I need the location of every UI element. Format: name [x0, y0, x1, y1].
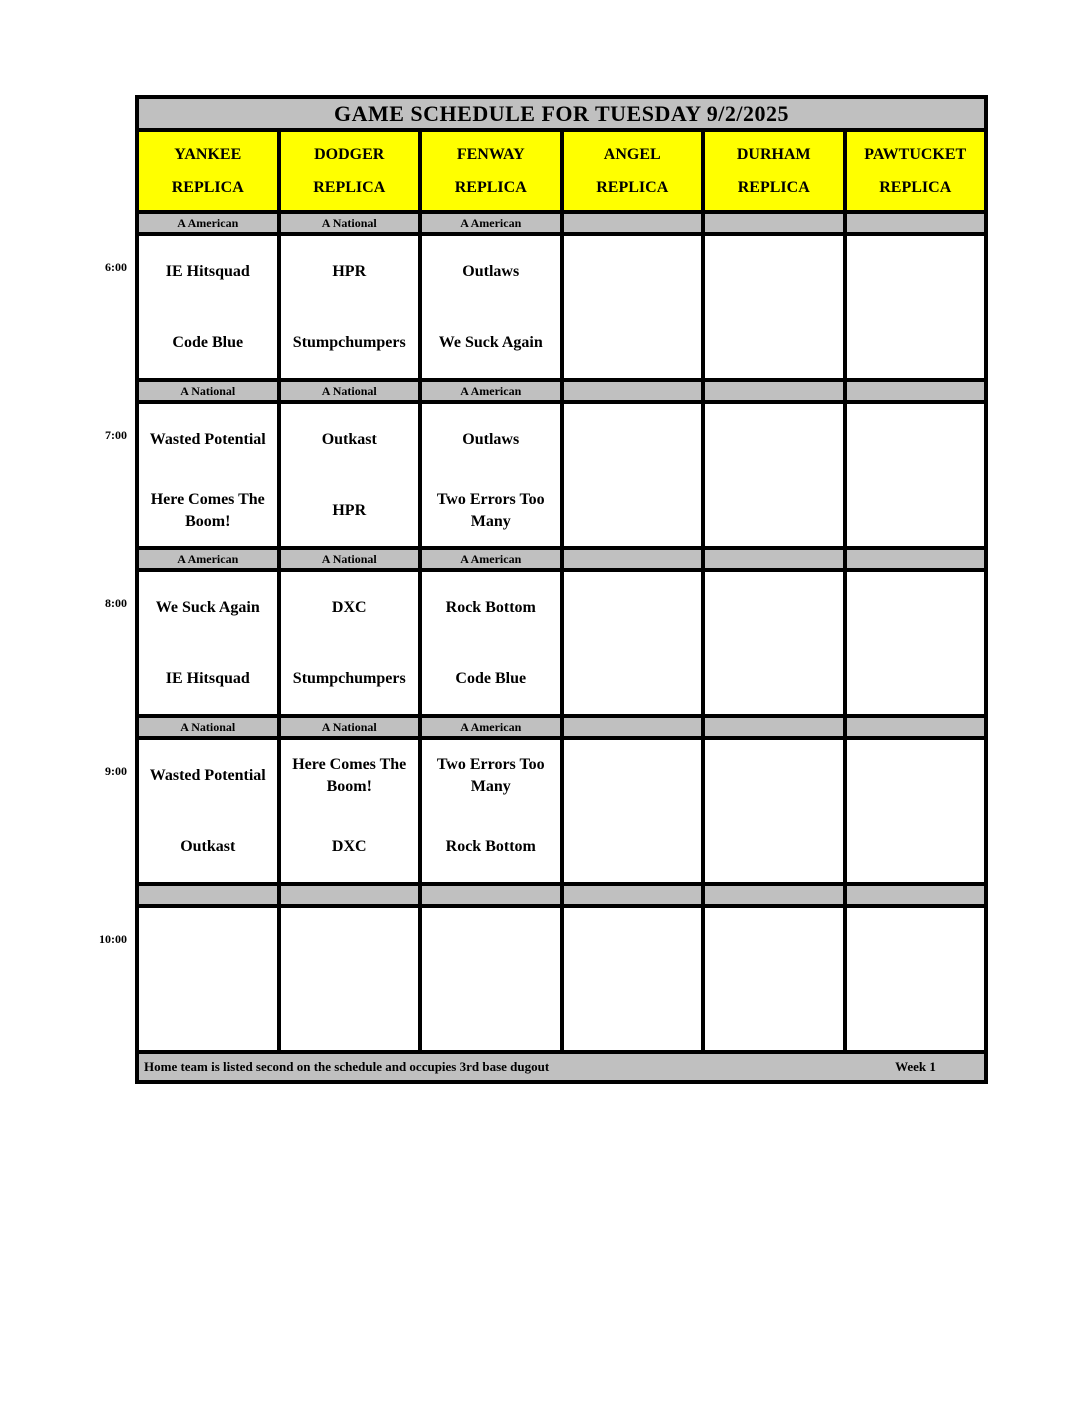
time-label-10: 10:00 [99, 932, 127, 946]
away-team: Here Comes The Boom! [292, 755, 407, 795]
game-9-dodger [281, 740, 419, 882]
schedule-grid [135, 95, 988, 1084]
division-8-fenway: A American [422, 550, 560, 568]
home-team: We Suck Again [438, 333, 543, 351]
game-8-dodger [281, 572, 419, 714]
division-6-durham [705, 214, 843, 232]
time-label-9: 9:00 [105, 764, 127, 778]
home-team: Rock Bottom [445, 837, 536, 855]
home-team [564, 475, 702, 546]
division-7-fenway: A American [422, 382, 560, 400]
away-team: Wasted Potential [149, 430, 266, 448]
division-6-dodger: A National [281, 214, 419, 232]
game-10-fenway [422, 908, 560, 1050]
away-team [139, 908, 277, 979]
time-label-8: 8:00 [105, 596, 127, 610]
home-team [564, 307, 702, 378]
field-name: DURHAM [736, 145, 811, 163]
game-6-pawtucket [847, 236, 985, 378]
away-team: We Suck Again [155, 598, 260, 616]
field-name: PAWTUCKET [864, 145, 967, 163]
game-8-fenway [422, 572, 560, 714]
division-9-yankee: A National [139, 718, 277, 736]
home-team: Two Errors Too Many [436, 490, 545, 530]
field-name: ANGEL [603, 145, 661, 163]
game-9-pawtucket [847, 740, 985, 882]
home-team [847, 811, 985, 882]
home-team [422, 979, 560, 1050]
away-team [847, 572, 985, 643]
home-team [705, 643, 843, 714]
field-subname: REPLICA [454, 178, 527, 196]
time-label-6: 6:00 [105, 260, 127, 274]
game-7-angel [564, 404, 702, 546]
division-10-yankee [139, 886, 277, 904]
away-team [705, 404, 843, 475]
division-7-pawtucket [847, 382, 985, 400]
home-team [847, 979, 985, 1050]
game-10-yankee [139, 908, 277, 1050]
home-team [847, 475, 985, 546]
away-team: IE Hitsquad [165, 262, 250, 280]
away-team [705, 908, 843, 979]
division-6-fenway: A American [422, 214, 560, 232]
home-team [281, 979, 419, 1050]
home-team [564, 979, 702, 1050]
field-subname: REPLICA [879, 178, 952, 196]
home-team: Code Blue [172, 333, 244, 351]
game-8-durham [705, 572, 843, 714]
game-7-durham [705, 404, 843, 546]
division-9-dodger: A National [281, 718, 419, 736]
away-team: Rock Bottom [445, 598, 536, 616]
away-team: Wasted Potential [149, 766, 266, 784]
division-10-durham [705, 886, 843, 904]
game-9-angel [564, 740, 702, 882]
game-7-dodger [281, 404, 419, 546]
division-7-dodger: A National [281, 382, 419, 400]
away-team: DXC [331, 598, 367, 616]
division-10-angel [564, 886, 702, 904]
time-label-7: 7:00 [105, 428, 127, 442]
game-7-fenway [422, 404, 560, 546]
division-9-durham [705, 718, 843, 736]
field-name: DODGER [314, 145, 385, 163]
footer-bar [139, 1054, 984, 1080]
away-team [705, 236, 843, 307]
game-6-fenway [422, 236, 560, 378]
game-10-dodger [281, 908, 419, 1050]
division-8-dodger: A National [281, 550, 419, 568]
game-9-durham [705, 740, 843, 882]
away-team [847, 740, 985, 811]
column-header-pawtucket [847, 132, 985, 210]
division-10-fenway [422, 886, 560, 904]
home-team [564, 811, 702, 882]
division-8-pawtucket [847, 550, 985, 568]
division-6-yankee: A American [139, 214, 277, 232]
footer-note: Home team is listed second on the schedule and occupies 3rd base dugout [144, 1059, 550, 1074]
game-8-yankee [139, 572, 277, 714]
game-8-pawtucket [847, 572, 985, 714]
division-9-angel [564, 718, 702, 736]
field-subname: REPLICA [596, 178, 669, 196]
game-6-durham [705, 236, 843, 378]
column-header-dodger [281, 132, 419, 210]
away-team [564, 908, 702, 979]
game-7-pawtucket [847, 404, 985, 546]
game-7-yankee [139, 404, 277, 546]
game-6-dodger [281, 236, 419, 378]
game-9-fenway [422, 740, 560, 882]
away-team: Two Errors Too Many [436, 755, 545, 795]
game-10-pawtucket [847, 908, 985, 1050]
division-8-angel [564, 550, 702, 568]
home-team [705, 979, 843, 1050]
home-team [139, 979, 277, 1050]
field-name: FENWAY [456, 145, 525, 163]
game-9-yankee [139, 740, 277, 882]
division-7-yankee: A National [139, 382, 277, 400]
away-team [564, 404, 702, 475]
division-9-pawtucket [847, 718, 985, 736]
division-10-dodger [281, 886, 419, 904]
away-team: Outlaws [462, 262, 520, 280]
division-6-pawtucket [847, 214, 985, 232]
week-label: Week 1 [895, 1059, 936, 1074]
column-header-fenway [422, 132, 560, 210]
home-team [847, 307, 985, 378]
column-header-durham [705, 132, 843, 210]
column-header-yankee [139, 132, 277, 210]
game-6-yankee [139, 236, 277, 378]
away-team [281, 908, 419, 979]
division-6-angel [564, 214, 702, 232]
home-team [847, 643, 985, 714]
away-team [564, 236, 702, 307]
away-team [564, 572, 702, 643]
game-8-angel [564, 572, 702, 714]
home-team [564, 643, 702, 714]
division-7-angel [564, 382, 702, 400]
field-subname: REPLICA [171, 178, 244, 196]
game-10-angel [564, 908, 702, 1050]
home-team: Outkast [180, 837, 236, 855]
away-team [705, 740, 843, 811]
home-team: Stumpchumpers [292, 333, 406, 351]
field-name: YANKEE [174, 145, 242, 163]
schedule-title: GAME SCHEDULE FOR TUESDAY 9/2/2025 [139, 99, 984, 128]
away-team [705, 572, 843, 643]
home-team: Here Comes The Boom! [150, 490, 265, 530]
game-10-durham [705, 908, 843, 1050]
game-6-angel [564, 236, 702, 378]
home-team [705, 475, 843, 546]
away-team: HPR [332, 262, 367, 280]
home-team: Code Blue [455, 669, 527, 687]
away-team [847, 236, 985, 307]
field-subname: REPLICA [313, 178, 386, 196]
division-8-durham [705, 550, 843, 568]
division-7-durham [705, 382, 843, 400]
away-team: Outlaws [462, 430, 520, 448]
home-team: Stumpchumpers [292, 669, 406, 687]
away-team [422, 908, 560, 979]
column-header-angel [564, 132, 702, 210]
field-subname: REPLICA [737, 178, 810, 196]
division-10-pawtucket [847, 886, 985, 904]
division-8-yankee: A American [139, 550, 277, 568]
home-team [705, 307, 843, 378]
home-team: HPR [332, 501, 367, 519]
away-team [847, 404, 985, 475]
division-9-fenway: A American [422, 718, 560, 736]
away-team [564, 740, 702, 811]
home-team [705, 811, 843, 882]
away-team [847, 908, 985, 979]
home-team: IE Hitsquad [165, 669, 250, 687]
away-team: Outkast [321, 430, 377, 448]
home-team: DXC [331, 837, 367, 855]
